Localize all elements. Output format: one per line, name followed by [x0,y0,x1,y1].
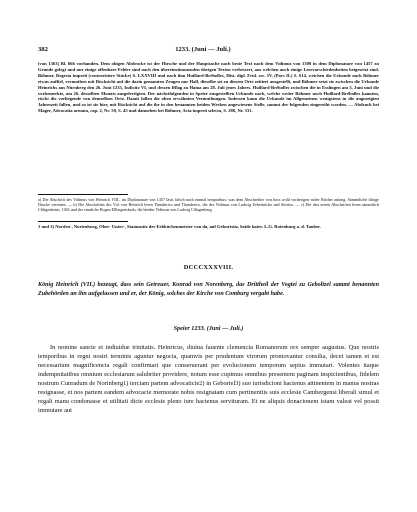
footnote-text: a) Die Abschrift des Vidimus von Heinrich VIII., im Diplomatare von 1457 lässt falsch nach einmal temporibus; was dem Abschreiber von hora wohl vorherigen wider Bücher anfang. Sämmtliche übrige Drucke vereinen. — b) Die Abschriften des Vid. von Heinrich lesen Thenderico und Thanderico, die des Vidimus von Ludwig Zeheinriche und Stirrius. — c) Die drei ersten Abschriften lesen sämmtlich Cfthgenheim, 1363 und der sinnliche Bogen Ellbegensbach, die beiden Vidimus von Ludwig Cfthgenberg. [38,197,379,213]
footnote-divider [38,194,128,195]
previous-document-note [38,61,379,114]
running-title: 1233. (Juni — Juli.) [175,46,231,53]
place-note [38,224,379,230]
note-paragraph: (von 1363) Bl. 66b vorhanden. Dem obigen Abdrucke ist der Hirsche und der Hauptsache nach beste Text nach dem Vidimus von 1309 in dem Diplomatare von 1457 zu Grunde gelegt und nur einige offenbare Fehler sind nach den übereinstimmenden übrigen Texten verbessert, aus welchen auch einige Lesevarschiedenheiten beigesetzt sind. Böhmer, Regesta imperii (centrorisiere Stücke) S. LXXVIII und nach ihm Huillard-Bréholles, Hist. dipl. Frid. sec. IV, (Pars II.) S. 614, weichen die Urkunde nach Böhmer etwas auffiel, vermuthen mit Rücksicht auf die darin genannten Zeugen nur Hall, dieselbe sei zu diesem Orte zeitiert ausgestellt, und Böhmer setzt sie zwischen die Urkunde Heinrichs aus Nürnberg den 26. Juni 1233, Indictio VI, und dessen Ifflag zu Haina am 28. Juli jenes Jahres. Huillard-Bréholles zwischen die in Esslingen am 5. Juni und die vorbemerkte, am 26. desselben Monats ausgefertigten. Der nächstfolgenden in Speier ausgestellten Urkunde nach, welche weder Böhmer noch Huillard-Bréholles kannten, rückt die vorliegende von demselben Orte. Damit fallen die oben erwähnten Vermuthungen. Indessen kann die Urkunde im Allgemeinen wenigstens in die angezeigten Jahreszeit fallen, und so ist sie hier, mit Rücksicht auf die ihr in den benannten beiden Werken angewiesene Stelle, sammt der folgenden eingereiht worden. — Abdruck bei Mager, Advocatia armata, cap. 2, Nr. 50, S. 45 und danneben bei Böhmer, Acta imperii selecta, S. 286, Nr. 331. [38,61,379,114]
document-regest [38,281,379,298]
document-text [38,343,379,415]
regest-text: König Heinrich (VII.) bezeugt, dass sein Getreuer, Konrad von Norenberg, das Drittheil der Vogtei zu Geboltzel sammt benannten Zubehörden an ihn aufgelassen und er, der König, solches der Kirche von Comburg vergabt habe. [38,282,379,297]
place-note-text: 1 und 2) Norden-, Norienburg, Ober- Unter-, Stammsitz der Erbküchenmeister von da, auf Geburtsitz, beide bater. L.G. Rotenburg a. d. Tauber. [38,224,321,229]
document-number: DCCCXXXVIII. [183,264,234,271]
running-header [38,46,378,53]
place-note-divider [38,221,128,222]
document-paragraph: In nomine sancte et indiuidue trinitatis. Heinricus, diuina fauente clemencia Romanorum rex semper augustus. Que nostris temporibus in regni nostri terminis aguntur negocia, quamvis per prudentum virorum promovantur consilia, decet tamen et est necessarium magnificencia regali confirmari que conseruerant per evolucionem temporum sepius immutari. Volentes itaque indempnitatibus omnium ecclesiarum salubriter providere, notum esse cupimus omnibus presentem paginam inspicientibus, fidelem nostrum Cunradum de Norinberg1) terciam partem advocaticie2) in Geboriel3) suo iurisdicioni hactenus attinentem in manus nostras resignasse, et nos partem eandem advocacie memorate nobis resignatam cum pertinentiis suis ecclesie Cambergensi liberali simul et regali manu condonasse et utilitati dicte ecclesie pleno iure hactenus servituram. Et ne aliquis donacionem istam valeat vel possit immutare aut [38,344,379,414]
header-spacer [358,46,378,53]
footnotes [38,197,379,213]
document-dateline: Speier 1233. (Juni — Juli.) [173,325,244,332]
page-number: 382 [38,46,48,53]
